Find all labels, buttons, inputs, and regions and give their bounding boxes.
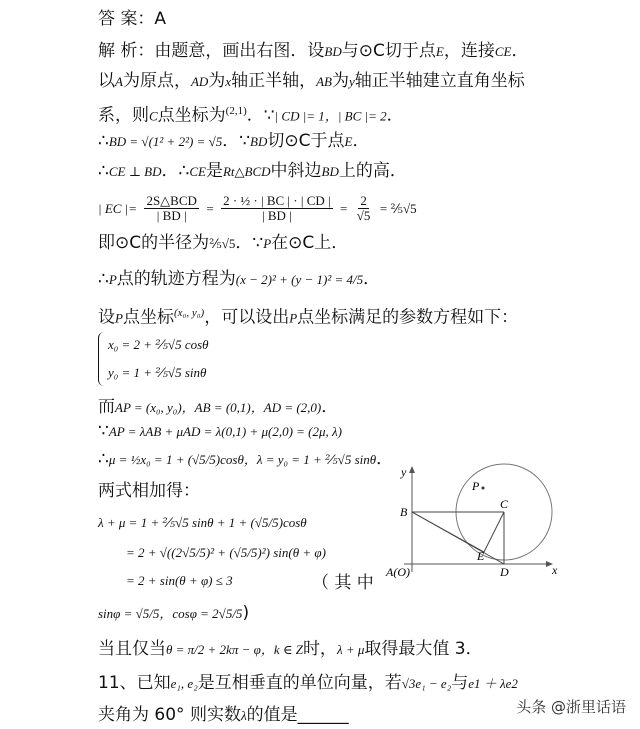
text: ． [352,131,370,151]
math-bc: ，| BC |= 2 [324,108,387,124]
frac-1 [144,194,198,223]
math-ap: AP = (x₀, y₀) [115,400,182,415]
math-ab: AB [316,74,332,89]
math-locus: (x − 2)² + (y − 1)² = 4/5 [235,272,364,287]
text: 为 [208,71,226,91]
label-d: D [500,565,509,579]
math-cosphi: ，cosφ = 2√5/5 [159,606,243,621]
qizhong: （ 其 中 [312,573,374,593]
text: 夹角为 60° 则实数 [98,705,241,725]
text: 与⊙C切于点 [341,41,436,61]
watermark-text: 头条 @浙里话语 [512,696,630,718]
text: ∵ [98,421,109,441]
text: ． [376,449,394,469]
max-line [98,638,483,661]
geometry-figure [384,460,564,580]
text: 11、已知 [98,673,171,693]
text: ．∵ [246,105,275,126]
math-ce: CE [494,44,512,59]
den: | BD | [261,207,292,223]
vector-line [98,396,338,419]
label-x: x [552,563,558,577]
text: ． [321,397,339,417]
math-x: x [225,74,232,89]
math-c-coord: (2,1) [225,105,247,117]
math-theta: θ = π/2 + 2kπ − φ [166,642,261,657]
math-ec-result: = ⅖√5 [379,201,417,216]
sum-3: = 2 + sin(θ + φ) ≤ 3 [126,573,233,588]
math-p: P [108,272,117,287]
math-ce-perp: CE ⊥ BD [108,164,162,179]
math-rt: Rt△BCD [222,164,271,179]
math-bd-eq: BD = √(1² + 2²) = √5 [108,134,223,149]
ec-equation [98,188,417,228]
y-axis-arrow [409,466,415,473]
den: √5 [356,207,371,223]
text: ∴ [98,449,109,469]
text: 在⊙C上． [271,233,349,253]
math-bd: BD [321,164,339,179]
math-ab-vec: ，AB = (0,1) [181,400,251,415]
param-y: y₀ = 1 + ⅖√5 sinθ [108,365,207,380]
phi-line [98,602,249,625]
sum-1: λ + μ = 1 + ⅖√5 sinθ + 1 + (√5/5)cosθ [98,515,307,530]
math-lambda: λ [240,708,247,723]
math-ce: CE [189,164,206,179]
num: 2 [360,192,367,208]
math-y: y [348,74,355,89]
segment-be [412,512,484,552]
text: 取得最大值 3． [364,639,483,659]
label-e: E [477,549,485,563]
math-radius: ⅖√5 [209,236,236,251]
label-origin: A(O) [386,565,410,579]
text: 中斜边 [270,161,322,181]
text: 即⊙C的半径为 [98,233,210,253]
text: ．∵ [235,233,264,253]
text: 切⊙C于点 [267,131,345,151]
label-p: P [472,479,480,493]
text: 上的高． [338,161,407,181]
math-k: ，k ∈ Z [260,642,303,657]
math-lam-mu: λ + μ [336,642,365,657]
text: 以 [98,71,115,91]
math-lambda: ，λ = y₀ = 1 + ⅖√5 sinθ [243,452,377,467]
close-paren: ) [242,603,250,623]
param-intro-line [98,302,518,330]
solution-line-5 [98,160,407,183]
text: ． [511,41,529,61]
math-cd: | CD |= 1 [274,108,325,124]
label-c: C [500,497,509,511]
text: 点的轨迹方程为 [116,269,236,289]
text: 点坐标为 [157,105,226,126]
param-x: x₀ = 2 + ⅖√5 cosθ [108,337,209,352]
text: 轴正半轴建立直角坐标 [354,71,525,91]
frac-3 [355,194,373,223]
text: ，可以设出 [204,307,290,328]
text: ∴ [98,269,109,289]
math-bd: BD [250,134,268,149]
text: ，连接 [443,41,495,61]
eq: = [206,201,214,216]
text: ．∵ [222,131,251,151]
solution-line-3 [98,100,404,128]
solution-line-4 [98,130,369,153]
num: 2 · ½ · | BC | · | CD | [223,192,331,208]
math-vec1: √3e₁ − e₂ [401,676,452,691]
math-ap-comb: AP = λAB + μAD = λ(0,1) + μ(2,0) = (2μ, λ) [108,424,342,439]
math-vec2: e1 ＋ λe2 [468,676,518,691]
text: ∴ [98,161,109,181]
param-brace [98,332,107,386]
mu-lambda-line [98,448,393,471]
frac-2 [221,194,333,223]
radius-line [98,232,348,255]
math-p: P [115,310,123,326]
text: 当且仅当 [98,639,166,659]
text: 设 [98,307,115,328]
text: 系，则 [98,105,149,126]
math-ad: AD [190,74,209,89]
text: ． [386,105,404,126]
locus-line [98,268,380,291]
answer-line: 答 案：A [98,9,167,29]
label-b: B [400,505,408,519]
point-p [482,487,485,490]
question-11-line-2 [98,704,349,727]
solution-line-2 [98,70,525,93]
text: 是互相垂直的单位向量，若 [197,673,402,693]
math-c: C [149,108,158,124]
math-e: E [435,44,444,59]
math-e1e2: e₁, e₂ [170,676,198,691]
text: 而 [98,397,115,417]
text: 与 [451,673,469,693]
text: ∴ [98,131,109,151]
text: 的值是______ [246,705,349,725]
text: 为 [331,71,349,91]
text: 点坐标满足的参数方程如下： [297,307,519,328]
text: ． [363,269,381,289]
math-p: P [289,310,298,326]
text: 为原点， [122,71,191,91]
math-bd: BD [324,44,342,59]
sum-2: = 2 + √((2√5/5)² + (√5/5)²) sin(θ + φ) [126,545,326,560]
text: 是 [205,161,223,181]
label-y: y [401,465,407,479]
vector-comb-line [98,420,342,443]
text: ．∴ [161,161,190,181]
text: 点坐标 [122,307,174,328]
math-e: E [344,134,353,149]
text: 时， [302,639,337,659]
math-p: P [263,236,272,251]
watermark [512,696,630,717]
eq: = [340,201,348,216]
math-a: A [115,74,123,89]
text: 解 析：由题意，画出右图．设 [98,41,325,61]
question-11-line-1 [98,672,518,695]
solution-line-1 [98,40,528,63]
sum-heading: 两式相加得： [98,481,200,501]
segment-ce [484,512,504,552]
text: 轴正半轴， [231,71,317,91]
math-sinphi: sinφ = √5/5 [98,606,160,621]
math-p-coord: (x₀, y₀) [173,307,205,319]
math-ec: | EC |= [98,201,138,216]
math-mu: μ = ½x₀ = 1 + (√5/5)cosθ [108,452,244,467]
math-ad-vec: ，AD = (2,0) [250,400,322,415]
den: | BD | [156,207,187,223]
num: 2S△BCD [146,192,197,208]
